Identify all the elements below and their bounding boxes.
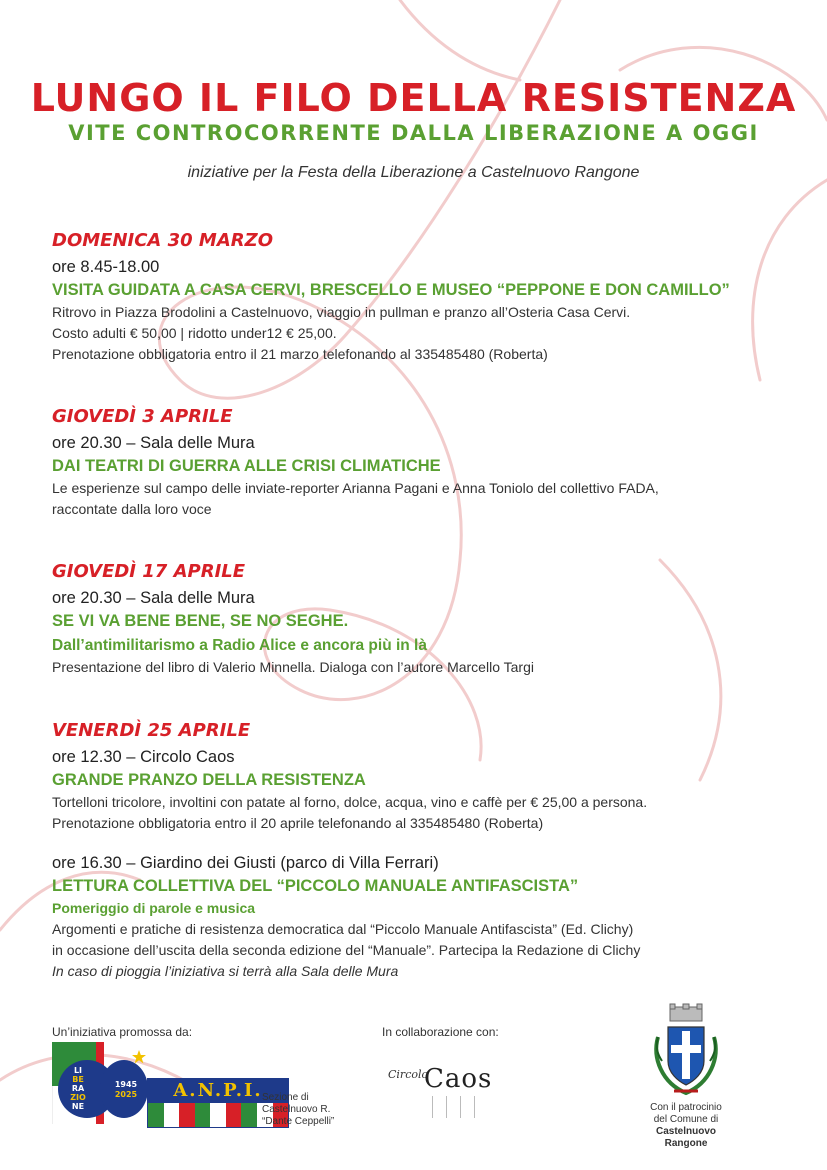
event-description-line: Argomenti e pratiche di resistenza democratica dal “Piccolo Manuale Antifascista” (Ed. Clichy) (52, 921, 634, 937)
patronage-caption (626, 1102, 746, 1150)
event-description-line: in occasione dell’uscita della seconda edizione del “Manuale”. Partecipa la Redazione di Clichy (52, 942, 641, 958)
liberazione-letter: LI (73, 1066, 83, 1075)
collaboration-label: In collaborazione con: (382, 1025, 499, 1039)
event-time: ore 8.45-18.00 (52, 258, 160, 276)
event-description-line: Prenotazione obbligatoria entro il 21 marzo telefonando al 335485480 (Roberta) (52, 346, 548, 362)
event-title: DAI TEATRI DI GUERRA ALLE CRISI CLIMATICHE (52, 457, 441, 475)
intro-text: iniziative per la Festa della Liberazione a Castelnuovo Rangone (187, 164, 640, 181)
event-title: GRANDE PRANZO DELLA RESISTENZA (52, 771, 366, 789)
anpi-caption (262, 1092, 334, 1128)
event-title: VISITA GUIDATA A CASA CERVI, BRESCELLO E MUSEO “PEPPONE E DON CAMILLO” (52, 281, 730, 299)
event-description-line: Prenotazione obbligatoria entro il 20 aprile telefonando al 335485480 (Roberta) (52, 815, 544, 831)
page-subtitle: VITE CONTROCORRENTE DALLA LIBERAZIONE A OGGI (68, 121, 759, 145)
page-title: LUNGO IL FILO DELLA RESISTENZA (30, 76, 797, 120)
liberazione-letter: NE (71, 1102, 85, 1111)
liberazione-logo (52, 1042, 148, 1124)
circolo-caos-logo (388, 1062, 498, 1122)
event-description-line: Tortelloni tricolore, involtini con patate al forno, dolce, acqua, vino e caffè per € 25,00 a persona. (52, 794, 648, 810)
star-icon (132, 1050, 146, 1064)
event-date: VENERDÌ 25 APRILE (52, 720, 251, 741)
liberazione-letter: BE (72, 1075, 84, 1084)
patronage-caption-line: Rangone (664, 1138, 708, 1149)
liberazione-letter: RA (71, 1084, 85, 1093)
coat-of-arms-icon (650, 1003, 722, 1099)
liberazione-letter: ZIO (70, 1093, 86, 1102)
liberazione-year: 1945 (114, 1080, 138, 1089)
patronage-caption-line: del Comune di (653, 1114, 719, 1125)
event-description-line: Ritrovo in Piazza Brodolini a Castelnuovo, viaggio in pullman e pranzo all’Osteria Casa Cervi. (52, 304, 631, 320)
event-section-25-aprile (52, 720, 792, 834)
event-title: LETTURA COLLETTIVA DEL “PICCOLO MANUALE ANTIFASCISTA” (52, 877, 579, 895)
event-section-17-aprile (52, 561, 792, 678)
event-subtitle: Pomeriggio di parole e musica (52, 900, 256, 916)
event-section-30-marzo (52, 230, 792, 365)
event-note: In caso di pioggia l’iniziativa si terrà alla Sala delle Mura (52, 963, 399, 979)
event-subtitle: Dall’antimilitarismo a Radio Alice e ancora più in là (52, 637, 427, 654)
event-description-line: Costo adulti € 50,00 | ridotto under12 € 25,00. (52, 325, 337, 341)
event-time: ore 20.30 – Sala delle Mura (52, 434, 255, 452)
promoted-by-label: Un’iniziativa promossa da: (52, 1025, 193, 1039)
anpi-logo-text: A.N.P.I. (148, 1079, 288, 1103)
event-time: ore 12.30 – Circolo Caos (52, 748, 235, 766)
event-date: GIOVEDÌ 17 APRILE (52, 561, 246, 582)
anpi-caption-line: Castelnuovo R. (262, 1104, 331, 1115)
event-description-line: Presentazione del libro di Valerio Minnella. Dialoga con l’autore Marcello Targi (52, 659, 534, 675)
anpi-caption-line: Sezione di (262, 1092, 309, 1103)
event-description-line: raccontate dalla loro voce (52, 501, 212, 517)
event-section-25-aprile-afternoon (52, 852, 792, 982)
event-section-3-aprile (52, 406, 792, 520)
event-date: GIOVEDÌ 3 APRILE (52, 406, 233, 427)
event-time: ore 16.30 – Giardino dei Giusti (parco di Villa Ferrari) (52, 854, 439, 872)
anpi-caption-line: “Dante Ceppelli” (262, 1116, 335, 1127)
liberazione-year: 2025 (114, 1090, 138, 1099)
patronage-caption-line: Castelnuovo (655, 1126, 716, 1137)
event-description-line: Le esperienze sul campo delle inviate-reporter Arianna Pagani e Anna Toniolo del collettivo FADA, (52, 480, 659, 496)
patronage-caption-line: Con il patrocinio (650, 1102, 722, 1113)
caos-logo-prefix: Circolo (388, 1068, 429, 1081)
event-title: SE VI VA BENE BENE, SE NO SEGHE. (52, 612, 349, 630)
event-date: DOMENICA 30 MARZO (52, 230, 273, 251)
event-time: ore 20.30 – Sala delle Mura (52, 589, 255, 607)
caos-logo-name: Caos (424, 1064, 493, 1094)
